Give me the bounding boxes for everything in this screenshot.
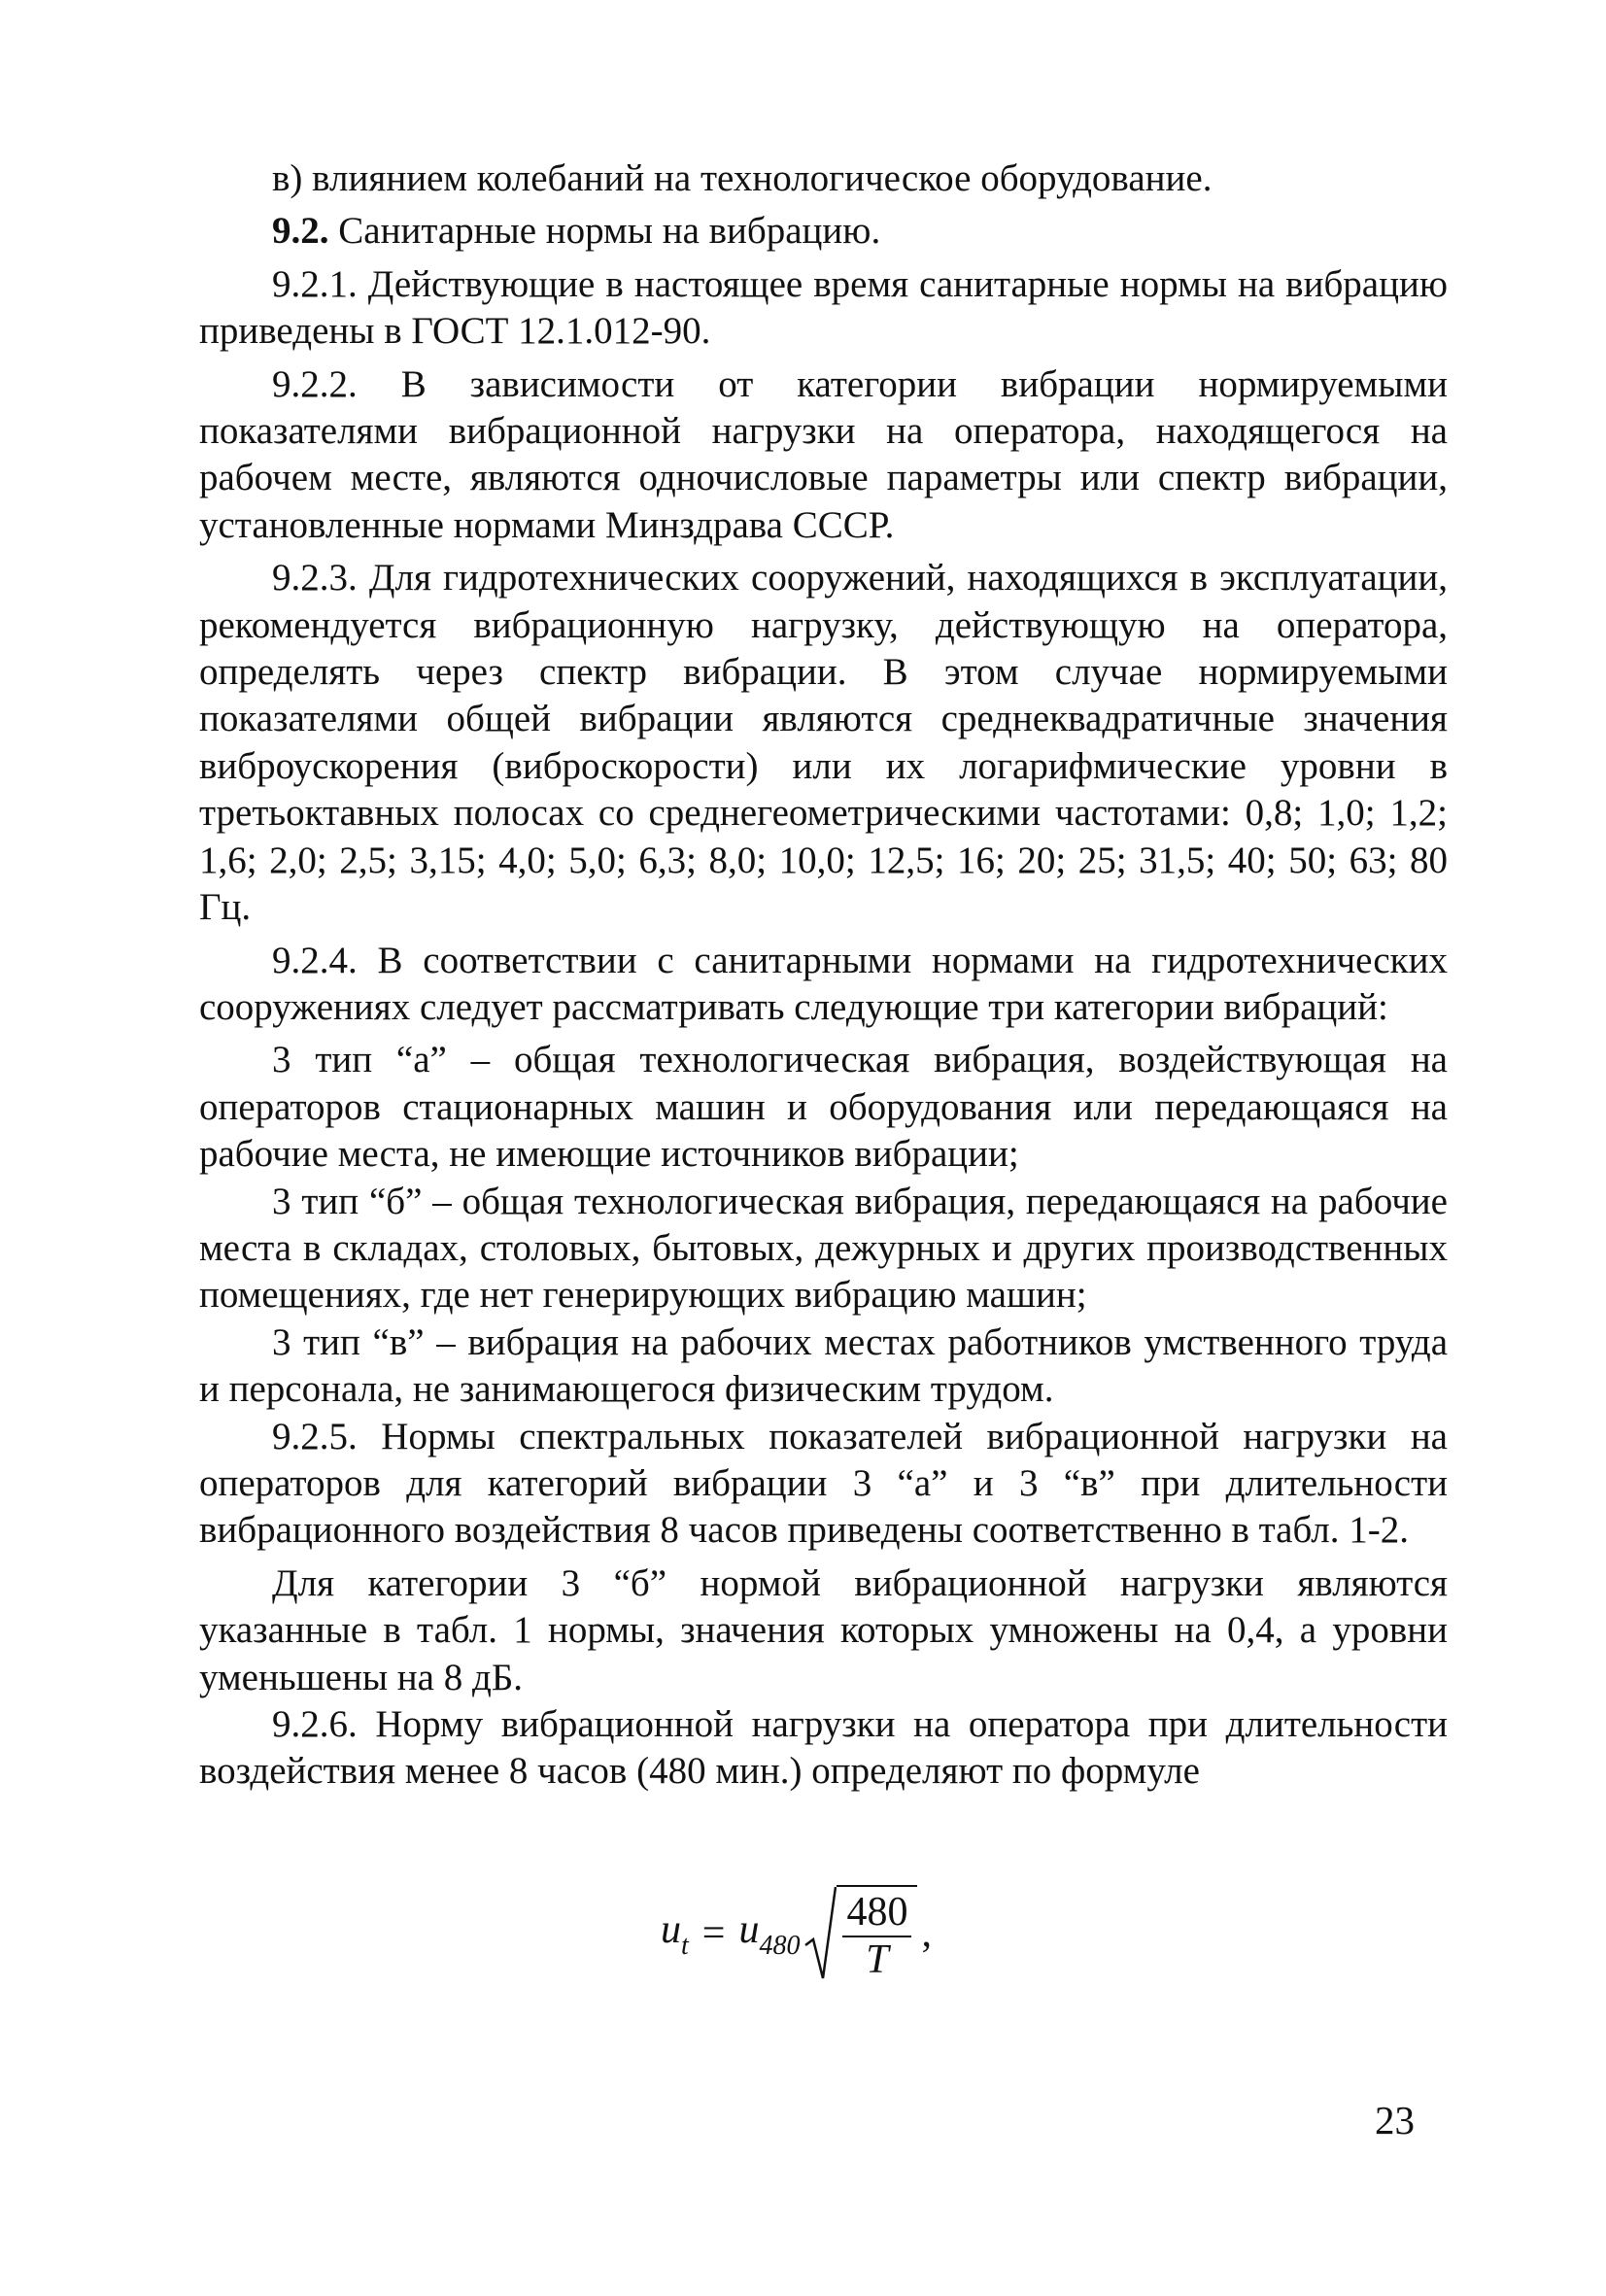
radical-sign-icon <box>803 1885 837 1982</box>
fraction-denominator: T <box>866 1937 889 1982</box>
paragraph-9-2-4: 9.2.4. В соответствии с санитарными нормами на гидротехнических сооружениях следует рассматривать следующие три категории вибраций: <box>199 939 1448 1028</box>
paragraph-9-2-3: 9.2.3. Для гидротехнических сооружений, находящихся в эксплуатации, рекомендуется вибрационную нагрузку, действующую на оператора, определять через спектр вибрации. В этом случае нормируемыми показателями общей вибрации являются среднеквадратичные значения виброускорения (виброскорости) или их логарифмические уровни в третьоктавных полосах со среднегеометрическими частотами: 0,8; 1,0; 1,2; 1,6; 2,0; 2,5; 3,15; 4,0; 5,0; 6,3; 8,0; 10,0; 12,5; 16; 20; 25; 31,5; 40; 50; 63; 80 Гц. <box>199 557 1448 929</box>
formula-comma: , <box>921 1911 932 1956</box>
formula-rhs: $u_{480}$ <box>738 1906 801 1961</box>
square-root <box>803 1885 917 1982</box>
page-number: 23 <box>1375 2098 1415 2142</box>
fraction-numerator: 480 <box>842 1887 911 1937</box>
list-item-type-b: 3 тип “б” – общая технологическая вибрация, передающаяся на рабочие места в складах, столовых, бытовых, дежурных и других производственных помещениях, где нет генерирующих вибрацию машин; <box>199 1180 1448 1317</box>
section-heading-9-2: 9.2. Санитарные нормы на вибрацию. <box>272 210 881 253</box>
list-item-type-v: 3 тип “в” – вибрация на рабочих местах работников умственного труда и персонала, не занимающегося физическим трудом. <box>199 1320 1448 1411</box>
paragraph-9-2-5: 9.2.5. Нормы спектральных показателей вибрационной нагрузки на операторов для категорий вибрации 3 “а” и 3 “в” при длительности вибрационного воздействия 8 часов приведены соответственно в табл. 1-2. <box>199 1415 1448 1552</box>
paragraph-item-v: в) влиянием колебаний на технологическое оборудование. <box>272 157 1213 199</box>
formula-lhs: $u_t$ <box>661 1906 689 1961</box>
formula-equals: = <box>701 1911 726 1956</box>
formula <box>661 1885 932 1982</box>
paragraph-9-2-1: 9.2.1. Действующие в настоящее время санитарные нормы на вибрацию приведены в ГОСТ 12.1.012-90. <box>199 262 1448 353</box>
body-text <box>199 155 1448 1796</box>
paragraph-9-2-6: 9.2.6. Норму вибрационной нагрузки на оператора при длительности воздействия менее 8 часов (480 мин.) определяют по формуле <box>199 1703 1448 1793</box>
fraction <box>837 1885 917 1982</box>
paragraph-category-b: Для категории 3 “б” нормой вибрационной нагрузки являются указанные в табл. 1 нормы, значения которых умножены на 0,4, а уровни уменьшены на 8 дБ. <box>199 1561 1448 1698</box>
section-number: 9.2. <box>272 210 329 253</box>
paragraph-9-2-2: 9.2.2. В зависимости от категории вибрации нормируемыми показателями вибрационной нагрузки на оператора, находящегося на рабочем месте, являются одночисловые параметры или спектр вибрации, установленные нормами Минздрава СССР. <box>199 362 1448 546</box>
list-item-type-a: 3 тип “а” – общая технологическая вибрация, воздействующая на операторов стационарных машин и оборудования или передающаяся на рабочие места, не имеющие источников вибрации; <box>199 1039 1448 1176</box>
